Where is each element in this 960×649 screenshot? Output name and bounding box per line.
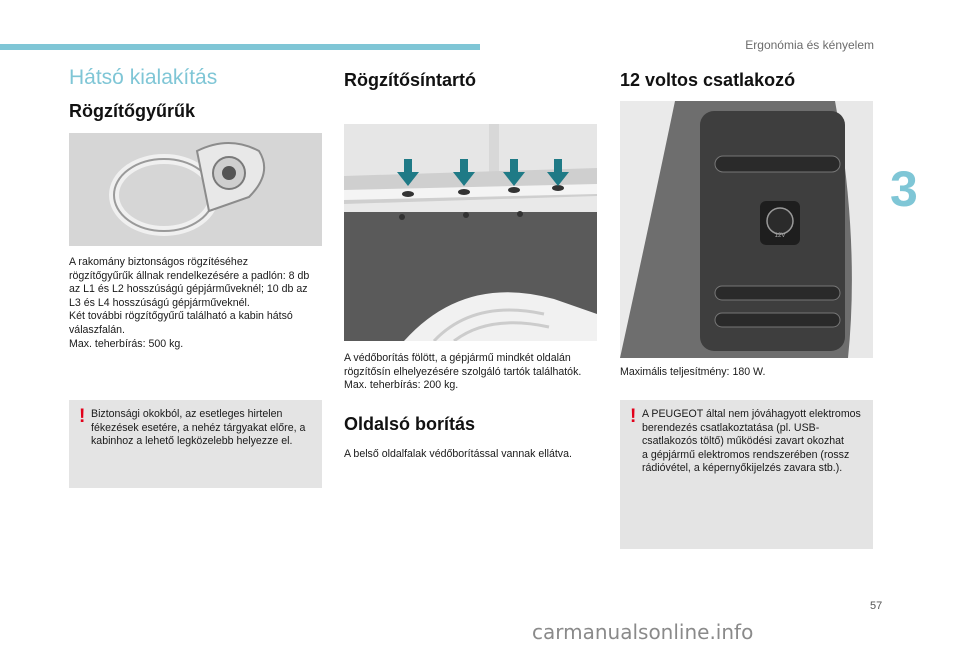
text-line: az L1 és L2 hosszúságú gépjárműveknél; 10 db az bbox=[69, 283, 308, 296]
text-line: berendezés csatlakoztatása (pl. USB- bbox=[642, 421, 820, 434]
top-accent-bar bbox=[0, 44, 480, 50]
text-line: Max. teherbírás: 500 kg. bbox=[69, 337, 184, 350]
section-header: Ergonómia és kényelem bbox=[745, 38, 874, 52]
rail-holder-image bbox=[344, 124, 597, 341]
warning-icon: ! bbox=[630, 406, 637, 427]
warning-note-text bbox=[642, 408, 870, 476]
chapter-number: 3 bbox=[890, 161, 918, 217]
warning-note-box-12v bbox=[620, 400, 873, 549]
text-line: válaszfalán. bbox=[69, 323, 125, 336]
tie-down-rings-paragraph bbox=[69, 256, 325, 351]
text-line: rádióvétel, a képernyőkijelzés zavara stb.). bbox=[642, 462, 843, 475]
rail-holder-paragraph bbox=[344, 352, 600, 393]
text-line: a gépjármű elektromos rendszerében (rossz bbox=[642, 448, 850, 461]
page-title: Hátsó kialakítás bbox=[69, 66, 218, 89]
12v-socket-paragraph: Maximális teljesítmény: 180 W. bbox=[620, 366, 766, 378]
watermark: carmanualsonline.info bbox=[532, 620, 754, 644]
side-covering-paragraph: A belső oldalfalak védőborítással vannak ellátva. bbox=[344, 448, 572, 460]
text-line: rögzítőgyűrűk állnak rendelkezésére a padlón: 8 db bbox=[69, 269, 310, 282]
text-line: A PEUGEOT által nem jóváhagyott elektromos bbox=[642, 408, 861, 420]
warning-icon: ! bbox=[79, 406, 86, 427]
text-line: L3 és L4 hosszúságú gépjárműveknél. bbox=[69, 296, 250, 309]
section-title-12v-socket: 12 voltos csatlakozó bbox=[620, 70, 796, 90]
text-line: Max. teherbírás: 200 kg. bbox=[344, 379, 459, 392]
section-title-tie-down-rings: Rögzítőgyűrűk bbox=[69, 101, 195, 121]
warning-note-box bbox=[69, 400, 322, 488]
text-line: csatlakozós töltő) működési zavart okozhat bbox=[642, 435, 844, 448]
text-line: A védőborítás fölött, a gépjármű mindkét oldalán bbox=[344, 352, 571, 364]
tie-down-ring-image bbox=[69, 133, 322, 246]
text-line: Két további rögzítőgyűrű található a kabin hátsó bbox=[69, 310, 293, 323]
page-number: 57 bbox=[870, 600, 883, 612]
warning-note-text bbox=[91, 408, 319, 449]
12v-socket-image bbox=[620, 101, 873, 358]
text-line: A rakomány biztonságos rögzítéséhez bbox=[69, 256, 249, 268]
socket-label: 12V bbox=[774, 233, 786, 239]
text-line: fékezések esetére, a nehéz tárgyakat előre, a bbox=[91, 421, 306, 434]
section-title-side-covering: Oldalsó borítás bbox=[344, 414, 476, 434]
text-line: rögzítősín elhelyezésére szolgáló tartók találhatók. bbox=[344, 365, 582, 378]
text-line: Biztonsági okokból, az esetleges hirtelen bbox=[91, 408, 283, 420]
section-title-rail-holder: Rögzítősíntartó bbox=[344, 70, 476, 90]
text-line: kabinhoz a lehető legközelebb helyezze el. bbox=[91, 435, 293, 448]
